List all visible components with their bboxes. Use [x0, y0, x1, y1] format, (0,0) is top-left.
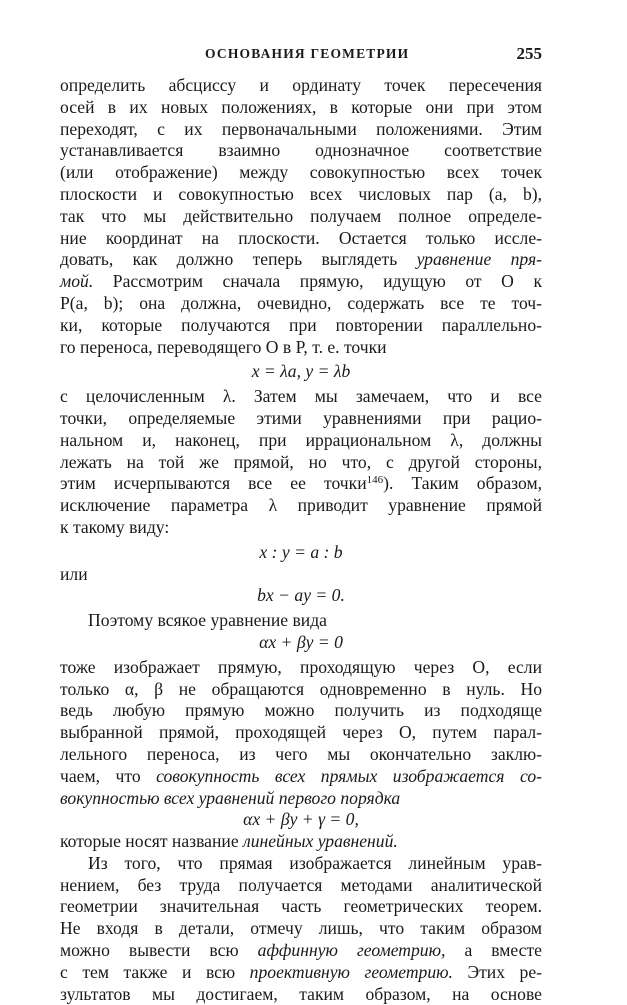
text-line: лежать на той же прямой, но что, с другой стороны, [60, 451, 542, 472]
text-fragment: которые носят название [60, 831, 244, 852]
text-line: ки, которые получаются при повторении параллельно- [60, 314, 542, 335]
page-number: 255 [516, 44, 542, 63]
text-line: зультатов мы достигаем, таким образом, на основе [60, 983, 542, 1004]
text-line: тоже изображает прямую, проходящую через O, если [60, 656, 542, 677]
text-line: нением, без труда получается методами аналитической [60, 874, 542, 895]
text-line: Не входя в детали, отмечу лишь, что таким образом [60, 918, 542, 939]
text-line: только α, β не обращаются одновременно в нуль. Но [60, 678, 542, 699]
text-line: геометрии значительная часть геометрических теорем. [60, 896, 542, 917]
text-line: или [60, 563, 88, 584]
emphasis: совокупность всех прямых изображается со- [156, 765, 542, 786]
equation: bx − ay = 0. [257, 585, 345, 606]
text-fragment: можно вывести всю [60, 940, 258, 961]
text-fragment: этим исчерпываются все ее точки [60, 473, 367, 494]
text-line [60, 271, 542, 293]
text-line [60, 249, 542, 271]
text-fragment: с тем также и всю [60, 961, 250, 982]
text-line [60, 831, 542, 853]
body-text [60, 75, 542, 1005]
text-line: переходят, с их первоначальными положениями. Этим [60, 118, 542, 139]
text-line: плоскости и совокупностью всех числовых пар (a, b), [60, 183, 542, 204]
text-line: исключение параметра λ приводит уравнение прямой [60, 495, 542, 516]
text-line: Из того, что прямая изображается линейным урав- [88, 852, 542, 873]
emphasis: мой. [60, 271, 94, 292]
text-line [60, 766, 542, 788]
text-fragment: Этих ре- [452, 961, 543, 982]
text-line [60, 940, 542, 962]
text-line: устанавливается взаимно однозначное соответствие [60, 140, 542, 161]
text-line: выбранной прямой, проходящей через O, путем парал- [60, 722, 542, 743]
emphasis: вокупностью всех уравнений первого порядка [60, 787, 401, 808]
text-line: точки, определяемые этими уравнениями при рацио- [60, 407, 542, 428]
text-fragment: ). Таким образом, [383, 473, 542, 494]
equation: x = λa, y = λb [251, 361, 351, 382]
text-line: осей в их новых положениях, в которые они при этом [60, 96, 542, 117]
text-fragment: довать, как должно теперь выглядеть [60, 249, 417, 270]
text-line: так что мы действительно получаем полное определе- [60, 205, 542, 226]
text-line: ведь любую прямую можно получить из подходяще [60, 700, 542, 721]
text-line: (или отображение) между совокупностью всех точек [60, 162, 542, 183]
emphasis: линейных уравнений. [243, 831, 398, 852]
text-line: P(a, b); она должна, очевидно, содержать все те точ- [60, 292, 542, 313]
text-line [60, 788, 542, 810]
text-line: к такому виду: [60, 516, 170, 537]
running-title: ОСНОВАНИЯ ГЕОМЕТРИИ [205, 46, 410, 61]
text-fragment: Рассмотрим сначала прямую, идущую от O к [93, 271, 542, 292]
text-line: нальном и, наконец, при иррациональном λ, должны [60, 429, 542, 450]
text-line [60, 473, 542, 495]
text-line: лельного переноса, из чего мы окончательно заклю- [60, 743, 542, 764]
emphasis: аффинную геометрию, [257, 940, 446, 961]
text-line: го переноса, переводящего O в P, т. е. точки [60, 336, 387, 357]
emphasis: проективную геометрию. [249, 961, 453, 982]
text-line: Поэтому всякое уравнение вида [88, 610, 327, 631]
equation: αx + βy + γ = 0, [243, 809, 359, 830]
text-fragment: а вместе [445, 940, 542, 961]
emphasis: уравнение пря- [416, 249, 543, 270]
page-header [60, 46, 542, 70]
text-fragment: чаем, что [60, 765, 157, 786]
text-line: с целочисленным λ. Затем мы замечаем, что и все [60, 386, 542, 407]
text-line [60, 962, 542, 984]
equation: αx + βy = 0 [259, 631, 343, 652]
text-line: ние координат на плоскости. Остается только иссле- [60, 227, 542, 248]
equation: x : y = a : b [259, 541, 343, 562]
footnote-ref: 146 [366, 474, 384, 487]
text-line: определить абсциссу и ординату точек пересечения [60, 75, 542, 95]
